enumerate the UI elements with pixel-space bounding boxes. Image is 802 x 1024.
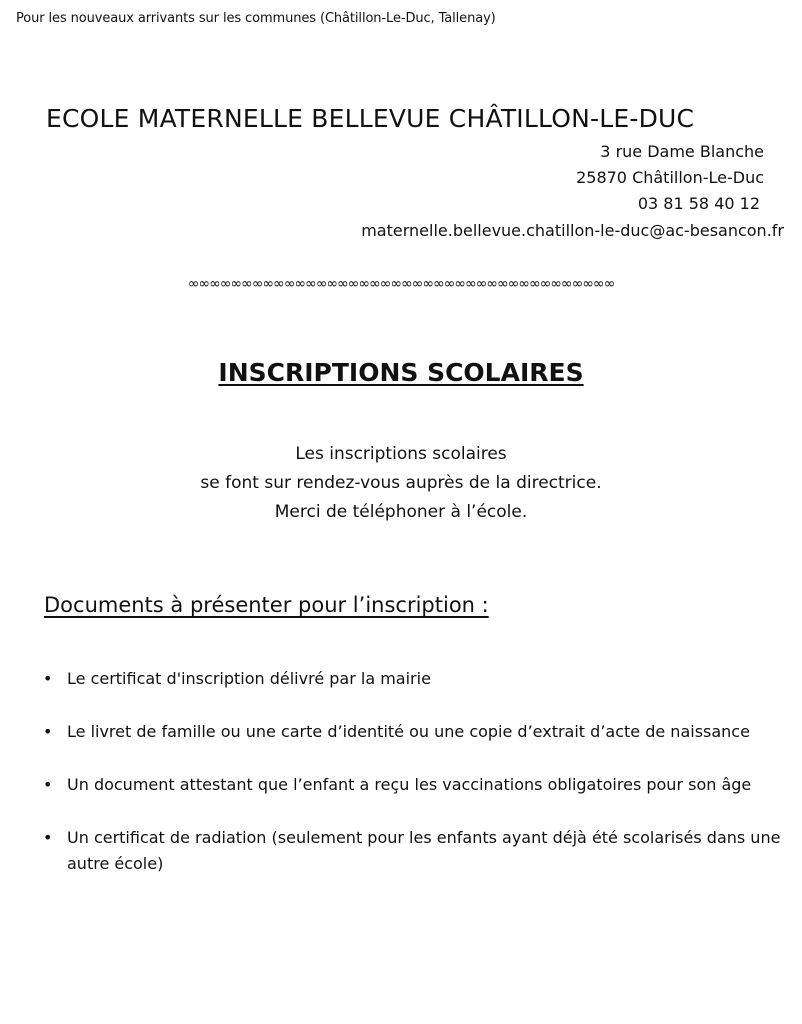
intro-line-2: se font sur rendez-vous auprès de la directrice.	[200, 473, 602, 493]
list-item	[0, 719, 802, 745]
intro-text	[0, 440, 802, 527]
list-item-text: Le certificat d'inscription délivré par la mairie	[67, 669, 431, 688]
address-phone: 03 81 58 40 12	[637, 194, 760, 213]
bullet-icon: •	[43, 775, 53, 794]
school-name: ECOLE MATERNELLE BELLEVUE CHÂTILLON-LE-DUC	[46, 104, 695, 133]
bullet-icon: •	[43, 828, 53, 847]
intro-line-1: Les inscriptions scolaires	[295, 444, 507, 464]
list-item	[0, 772, 802, 798]
decorative-separator: ∞∞∞∞∞∞∞∞∞∞∞∞∞∞∞∞∞∞∞∞∞∞∞∞∞∞∞∞∞∞∞∞∞∞∞∞∞∞∞∞	[187, 276, 615, 292]
documents-list	[0, 666, 802, 904]
list-item	[0, 825, 802, 877]
intro-line-3: Merci de téléphoner à l’école.	[274, 502, 528, 522]
section-title: INSCRIPTIONS SCOLAIRES	[218, 358, 584, 387]
bullet-icon: •	[43, 722, 53, 741]
list-item	[0, 666, 802, 692]
documents-heading: Documents à présenter pour l’inscription :	[44, 593, 489, 617]
address-email: maternelle.bellevue.chatillon-le-duc@ac-besancon.fr	[361, 221, 784, 240]
list-item-text: Un document attestant que l’enfant a reçu les vaccinations obligatoires pour son âge	[67, 775, 752, 794]
list-item-text: Un certificat de radiation (seulement pour les enfants ayant déjà été scolarisés dans une autre école)	[67, 828, 781, 873]
address-street: 3 rue Dame Blanche	[600, 142, 764, 161]
header-note: Pour les nouveaux arrivants sur les communes (Châtillon-Le-Duc, Tallenay)	[16, 11, 496, 26]
list-item-text: Le livret de famille ou une carte d’identité ou une copie d’extrait d’acte de naissance	[67, 722, 750, 741]
bullet-icon: •	[43, 669, 53, 688]
address-city: 25870 Châtillon-Le-Duc	[576, 168, 764, 187]
